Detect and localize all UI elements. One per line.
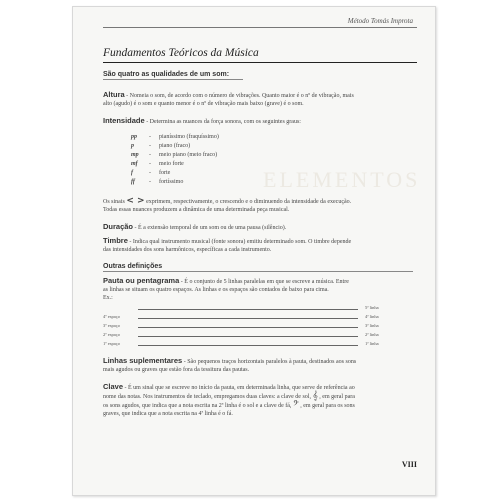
pauta-line-1: - É o conjunto de 5 linhas paralelas em que se escreve a música. Entre <box>180 279 349 285</box>
line-label: 1ª linha <box>365 341 379 346</box>
clave-line-2b: , em geral para <box>319 394 355 400</box>
timbre-line-1: - Indica qual instrumento musical (fonte sonora) emitiu determinado som. O timbre depende <box>129 239 352 245</box>
duracao-text: - É a extensão temporal de um som ou de uma pausa (silêncio). <box>134 225 287 231</box>
linhas-line-1: - São pequenos traços horizontais paralelos à pauta, destinados aos sons <box>183 359 357 365</box>
staff-line <box>138 327 358 328</box>
section-rule-2 <box>103 271 413 272</box>
intensidade-text: - Determina as nuances da força sonora, com os seguintes graus: <box>146 119 301 125</box>
dynamic-name: piano (fraco) <box>159 143 191 149</box>
altura-paragraph <box>103 91 413 108</box>
line-label: 4ª linha <box>365 314 379 319</box>
bass-clef-icon: 𝄢 <box>292 400 299 410</box>
book-page <box>72 6 436 496</box>
timbre-line-2: das intensidades dos sons harmônicos, específicas a cada instrumento. <box>103 247 272 253</box>
title-rule <box>103 62 417 63</box>
signs-pre: Os sinais <box>103 199 125 205</box>
dynamic-abbr: f <box>131 170 133 176</box>
treble-clef-icon: 𝄞 <box>312 391 318 401</box>
dynamic-abbr: mf <box>131 161 138 167</box>
staff-line-row <box>103 305 403 313</box>
bleed-through-print: ELEMENTOS <box>263 167 421 192</box>
staff-line-row <box>103 323 403 331</box>
space-label: 1º espaço <box>103 341 121 346</box>
term-linhas: Linhas suplementares <box>103 356 183 365</box>
dynamic-abbr: p <box>131 143 134 149</box>
section-qualities <box>103 71 413 80</box>
term-altura: Altura <box>103 90 125 99</box>
staff-line <box>138 336 358 337</box>
term-duracao: Duração <box>103 222 134 231</box>
dynamic-abbr: ff <box>131 179 135 185</box>
signs-post: exprimem, respectivamente, o crescendo e o diminuendo da intensidade da execução. <box>146 199 352 205</box>
signs-paragraph <box>103 197 413 214</box>
staff-line-row <box>103 314 403 322</box>
dynamic-abbr: pp <box>131 134 137 140</box>
linhas-line-2: mais agudos ou graves que estão fora da tessitura das pautas. <box>103 367 250 373</box>
clave-line-2: nome das notas. Nos instrumentos de teclado, empregamos duas claves: a clave de sol, <box>103 394 311 400</box>
pauta-example-label: Ex.: <box>103 295 113 301</box>
dynamic-level <box>131 133 219 141</box>
dynamic-level <box>131 151 217 159</box>
intensidade-paragraph <box>103 117 413 126</box>
term-timbre: Timbre <box>103 236 128 245</box>
term-intensidade: Intensidade <box>103 116 145 125</box>
dynamic-level <box>131 169 170 177</box>
clave-line-3b: , em geral para os sons <box>300 403 355 409</box>
dynamic-name: meio forte <box>159 161 184 167</box>
dash-separator: - <box>149 179 151 185</box>
staff-line <box>138 345 358 346</box>
dynamic-level <box>131 142 190 150</box>
line-label: 2ª linha <box>365 332 379 337</box>
line-label: 3ª linha <box>365 323 379 328</box>
dynamic-name: pianíssimo (fraquíssimo) <box>159 134 219 140</box>
crescendo-diminuendo-icon: < > <box>126 196 145 206</box>
dash-separator: - <box>149 161 151 167</box>
dynamic-name: fortíssimo <box>159 179 184 185</box>
page-number: VIII <box>401 460 417 469</box>
pauta-paragraph <box>103 277 413 302</box>
page-title: Fundamentos Teóricos da Música <box>103 47 259 59</box>
timbre-paragraph <box>103 237 413 254</box>
header-rule <box>103 27 417 28</box>
dash-separator: - <box>149 134 151 140</box>
line-label: 5ª linha <box>365 305 379 310</box>
dash-separator: - <box>149 143 151 149</box>
clave-paragraph <box>103 383 413 418</box>
space-label: 4º espaço <box>103 314 121 319</box>
dynamic-name: meio piano (meio fraco) <box>159 152 218 158</box>
term-pauta: Pauta ou pentagrama <box>103 276 180 285</box>
duracao-paragraph <box>103 223 413 232</box>
section-heading: São quatro as qualidades de um som: <box>103 71 230 78</box>
section-definitions <box>103 263 413 272</box>
signs-line-2: Todas essas nuances produzem a dinâmica de uma determinada peça musical. <box>103 207 290 213</box>
staff-line-row <box>103 332 403 340</box>
dynamic-level <box>131 178 183 186</box>
pauta-line-2: as linhas se situam os quatro espaços. As linhas e os espaços são contados de baixo para cima. <box>103 287 329 293</box>
staff-line-row <box>103 341 403 349</box>
clave-line-4: graves, que indica que a nota escrita na 4ª linha é o fá. <box>103 411 233 417</box>
dash-separator: - <box>149 152 151 158</box>
staff-line <box>138 318 358 319</box>
clave-line-1: - É um sinal que se escreve no início da pauta, em determinada linha, que serve de referência ao <box>124 385 355 391</box>
running-title: Método Tomás Improta <box>347 17 413 25</box>
linhas-paragraph <box>103 357 413 374</box>
clave-line-3: os sons agudos, que indica que a nota escrita na 2ª linha é o sol e a clave de fá, <box>103 403 292 409</box>
altura-line-1: - Nomeia o som, de acordo com o número de vibrações. Quanto maior é o nº de vibração, mais <box>126 93 354 99</box>
dash-separator: - <box>149 170 151 176</box>
dynamic-name: forte <box>159 170 171 176</box>
space-label: 3º espaço <box>103 323 121 328</box>
altura-line-2: alto (agudo) é o som e quanto menor é o nº de vibração mais baixo (grave) é o som. <box>103 101 304 107</box>
staff-line <box>138 309 358 310</box>
section-rule <box>103 79 243 80</box>
dynamic-level <box>131 160 184 168</box>
dynamic-abbr: mp <box>131 152 139 158</box>
term-clave: Clave <box>103 382 124 391</box>
space-label: 2º espaço <box>103 332 121 337</box>
section-heading-2: Outras definições <box>103 263 163 270</box>
